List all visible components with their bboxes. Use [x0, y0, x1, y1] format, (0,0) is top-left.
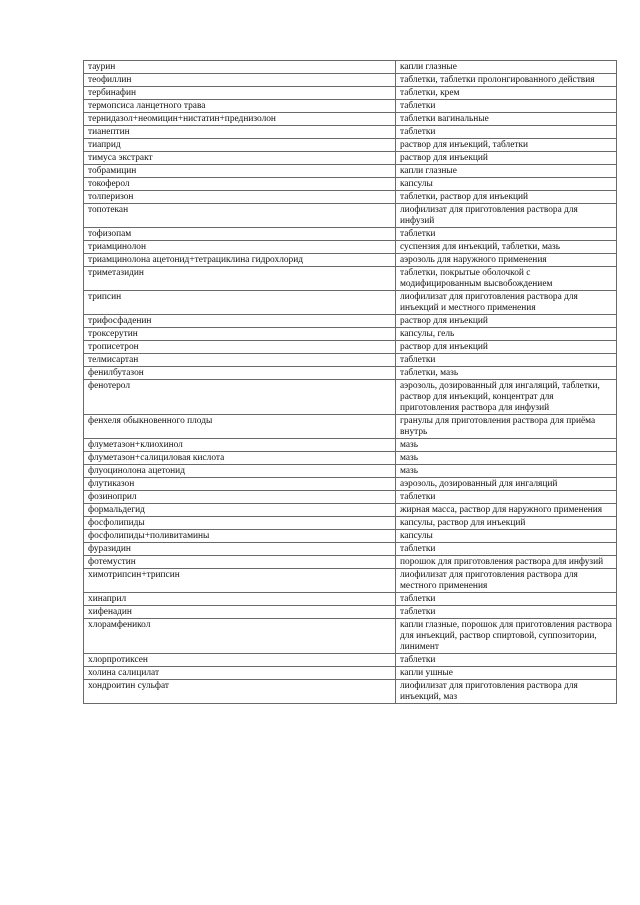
drug-name-cell: тианептин: [84, 126, 396, 139]
drug-name-cell: фосфолипиды+поливитамины: [84, 530, 396, 543]
dosage-form-cell: таблетки, раствор для инъекций: [396, 191, 617, 204]
dosage-form-cell: аэрозоль для наружного применения: [396, 254, 617, 267]
dosage-form-cell: капсулы: [396, 530, 617, 543]
drug-name-cell: фосфолипиды: [84, 517, 396, 530]
drug-name-cell: трописетрон: [84, 341, 396, 354]
table-row: [84, 291, 617, 315]
dosage-form-cell: лиофилизат для приготовления раствора для инъекций, маз: [396, 680, 617, 704]
table-row: [84, 569, 617, 593]
drug-name-cell: тербинафин: [84, 87, 396, 100]
dosage-form-cell: аэрозоль, дозированный для ингаляций: [396, 478, 617, 491]
drug-name-cell: хондроитин сульфат: [84, 680, 396, 704]
drug-name-cell: холина салицилат: [84, 667, 396, 680]
drug-name-cell: флуметазон+салициловая кислота: [84, 452, 396, 465]
table-row: [84, 517, 617, 530]
table-row: [84, 619, 617, 654]
dosage-form-cell: капсулы, гель: [396, 328, 617, 341]
dosage-form-cell: таблетки: [396, 228, 617, 241]
table-row: [84, 241, 617, 254]
table-row: [84, 341, 617, 354]
dosage-form-cell: таблетки, таблетки пролонгированного действия: [396, 74, 617, 87]
drug-name-cell: хинаприл: [84, 593, 396, 606]
table-row: [84, 680, 617, 704]
table-row: [84, 100, 617, 113]
drug-name-cell: фенотерол: [84, 380, 396, 415]
drug-name-cell: тимуса экстракт: [84, 152, 396, 165]
table-row: [84, 165, 617, 178]
dosage-form-cell: капли глазные, порошок для приготовления раствора для инъекций, раствор спиртовой, суппозитории, линимент: [396, 619, 617, 654]
table-row: [84, 152, 617, 165]
table-row: [84, 654, 617, 667]
dosage-form-cell: раствор для инъекций: [396, 341, 617, 354]
drug-name-cell: флуоцинолона ацетонид: [84, 465, 396, 478]
drug-name-cell: фозиноприл: [84, 491, 396, 504]
drug-name-cell: токоферол: [84, 178, 396, 191]
table-row: [84, 267, 617, 291]
dosage-form-cell: капсулы: [396, 178, 617, 191]
table-row: [84, 113, 617, 126]
drug-name-cell: таурин: [84, 61, 396, 74]
drug-name-cell: термопсиса ланцетного трава: [84, 100, 396, 113]
table-row: [84, 439, 617, 452]
table-row: [84, 593, 617, 606]
table-row: [84, 452, 617, 465]
drug-name-cell: флуметазон+клиохинол: [84, 439, 396, 452]
dosage-form-cell: таблетки вагинальные: [396, 113, 617, 126]
drug-name-cell: фенилбутазон: [84, 367, 396, 380]
drug-name-cell: химотрипсин+трипсин: [84, 569, 396, 593]
drug-name-cell: триамцинолона ацетонид+тетрациклина гидрохлорид: [84, 254, 396, 267]
table-row: [84, 667, 617, 680]
drug-name-cell: хифенадин: [84, 606, 396, 619]
table-row: [84, 504, 617, 517]
table-row: [84, 491, 617, 504]
table-row: [84, 465, 617, 478]
drug-name-cell: телмисартан: [84, 354, 396, 367]
table-row: [84, 61, 617, 74]
drug-name-cell: тернидазол+неомицин+нистатин+преднизолон: [84, 113, 396, 126]
dosage-form-cell: гранулы для приготовления раствора для приёма внутрь: [396, 415, 617, 439]
dosage-form-cell: аэрозоль, дозированный для ингаляций, таблетки, раствор для инъекций, концентрат для приготовления раствора для инфузий: [396, 380, 617, 415]
table-row: [84, 315, 617, 328]
drug-name-cell: толперизон: [84, 191, 396, 204]
drug-name-cell: топотекан: [84, 204, 396, 228]
dosage-form-cell: таблетки, покрытые оболочкой с модифицированным высвобождением: [396, 267, 617, 291]
table-row: [84, 415, 617, 439]
drug-name-cell: тофизопам: [84, 228, 396, 241]
table-row: [84, 204, 617, 228]
drug-name-cell: хлорамфеникол: [84, 619, 396, 654]
table-row: [84, 530, 617, 543]
dosage-form-cell: капли глазные: [396, 165, 617, 178]
table-row: [84, 328, 617, 341]
drug-name-cell: теофиллин: [84, 74, 396, 87]
dosage-form-cell: таблетки: [396, 100, 617, 113]
table-row: [84, 254, 617, 267]
dosage-form-cell: суспензия для инъекций, таблетки, мазь: [396, 241, 617, 254]
table-row: [84, 354, 617, 367]
table-row: [84, 380, 617, 415]
dosage-form-cell: таблетки: [396, 654, 617, 667]
dosage-form-cell: капсулы, раствор для инъекций: [396, 517, 617, 530]
dosage-form-cell: раствор для инъекций: [396, 152, 617, 165]
dosage-form-cell: капли ушные: [396, 667, 617, 680]
drug-name-cell: хлорпротиксен: [84, 654, 396, 667]
drug-name-cell: трифосфаденин: [84, 315, 396, 328]
drug-table: [83, 60, 617, 704]
drug-name-cell: триамцинолон: [84, 241, 396, 254]
dosage-form-cell: таблетки: [396, 543, 617, 556]
dosage-form-cell: таблетки: [396, 126, 617, 139]
table-row: [84, 87, 617, 100]
drug-name-cell: фотемустин: [84, 556, 396, 569]
drug-name-cell: фенхеля обыкновенного плоды: [84, 415, 396, 439]
drug-name-cell: фуразидин: [84, 543, 396, 556]
dosage-form-cell: таблетки: [396, 354, 617, 367]
drug-name-cell: трипсин: [84, 291, 396, 315]
drug-table-body: [84, 61, 617, 704]
dosage-form-cell: капли глазные: [396, 61, 617, 74]
dosage-form-cell: лиофилизат для приготовления раствора для инфузий: [396, 204, 617, 228]
drug-name-cell: троксерутин: [84, 328, 396, 341]
dosage-form-cell: таблетки, крем: [396, 87, 617, 100]
table-row: [84, 367, 617, 380]
dosage-form-cell: таблетки: [396, 606, 617, 619]
table-row: [84, 139, 617, 152]
dosage-form-cell: раствор для инъекций, таблетки: [396, 139, 617, 152]
table-row: [84, 543, 617, 556]
dosage-form-cell: мазь: [396, 439, 617, 452]
table-row: [84, 74, 617, 87]
dosage-form-cell: таблетки: [396, 593, 617, 606]
table-row: [84, 178, 617, 191]
dosage-form-cell: мазь: [396, 452, 617, 465]
dosage-form-cell: раствор для инъекций: [396, 315, 617, 328]
table-row: [84, 126, 617, 139]
dosage-form-cell: порошок для приготовления раствора для инфузий: [396, 556, 617, 569]
dosage-form-cell: таблетки: [396, 491, 617, 504]
table-row: [84, 556, 617, 569]
drug-name-cell: триметазидин: [84, 267, 396, 291]
drug-name-cell: тиаприд: [84, 139, 396, 152]
dosage-form-cell: лиофилизат для приготовления раствора для инъекций и местного применения: [396, 291, 617, 315]
dosage-form-cell: жирная масса, раствор для наружного применения: [396, 504, 617, 517]
dosage-form-cell: мазь: [396, 465, 617, 478]
table-row: [84, 228, 617, 241]
table-row: [84, 478, 617, 491]
table-row: [84, 606, 617, 619]
drug-name-cell: тобрамицин: [84, 165, 396, 178]
drug-name-cell: формальдегид: [84, 504, 396, 517]
table-row: [84, 191, 617, 204]
drug-name-cell: флутиказон: [84, 478, 396, 491]
dosage-form-cell: лиофилизат для приготовления раствора для местного применения: [396, 569, 617, 593]
dosage-form-cell: таблетки, мазь: [396, 367, 617, 380]
